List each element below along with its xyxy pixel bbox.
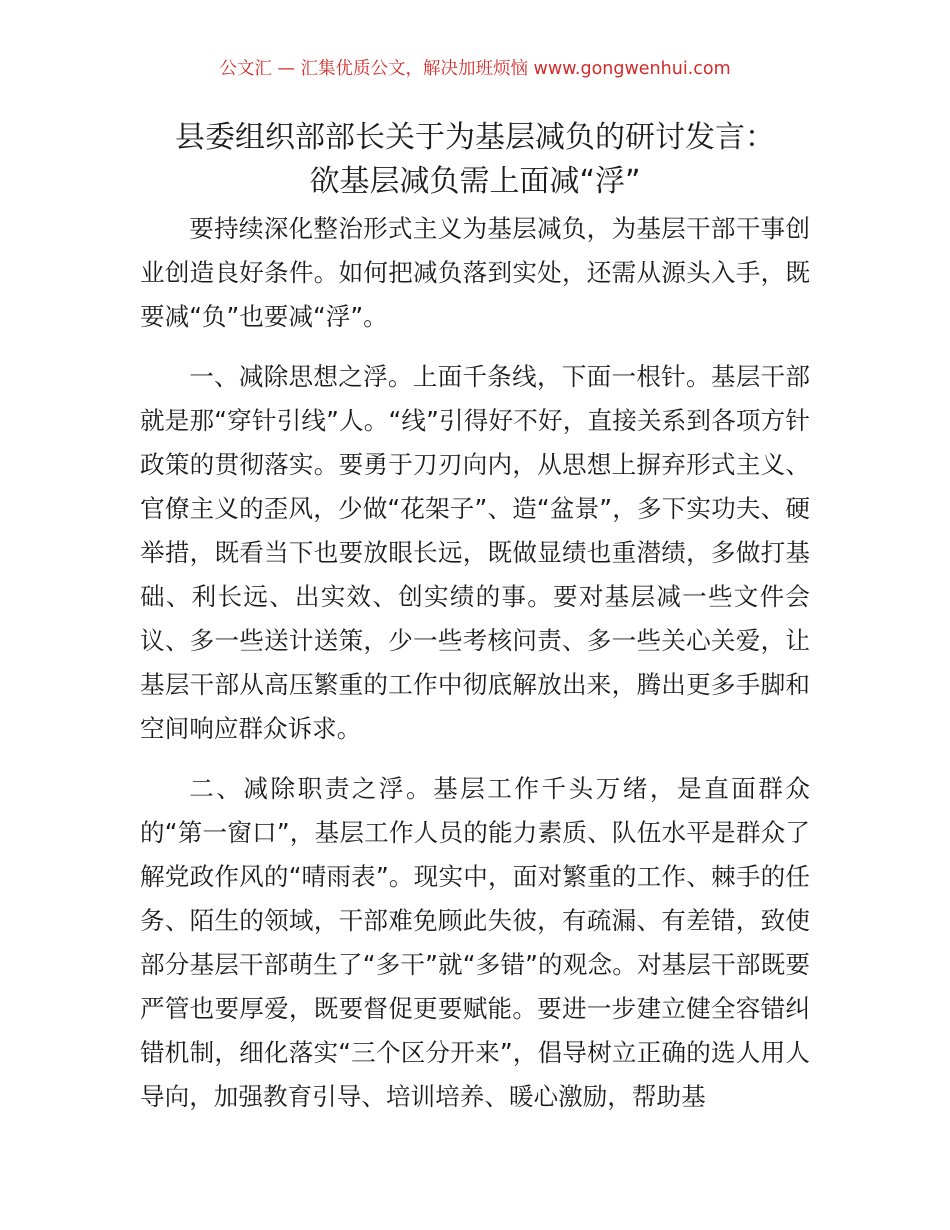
document-body [140, 207, 810, 1135]
paragraph-intro: 要持续深化整治形式主义为基层减负，为基层干部干事创业创造良好条件。如何把减负落到实处，还需从源头入手，既要减“负”也要减“浮”。 [140, 214, 810, 331]
header-banner: 公文汇 — 汇集优质公文，解决加班烦恼 www.gongwenhui.com [219, 59, 731, 79]
paragraph-section-2: 二、减除职责之浮。基层工作千头万绪，是直面群众的“第一窗口”，基层工作人员的能力素质、队伍水平是群众了解党政作风的“晴雨表”。现实中，面对繁重的工作、棘手的任务、陌生的领域，干部难免顾此失彼，有疏漏、有差错，致使部分基层干部萌生了“多干”就“多错”的观念。对基层干部既要严管也要厚爱，既要督促更要赋能。要进一步建立健全容错纠错机制，细化落实“三个区分开来”，倡导树立正确的选人用人导向，加强教育引导、培训培养、暖心激励，帮助基 [140, 774, 810, 1111]
title-line-1: 县委组织部部长关于为基层减负的研讨发言： [175, 120, 775, 155]
paragraph-section-1: 一、减除思想之浮。上面千条线，下面一根针。基层干部就是那“穿针引线”人。“线”引得好不好，直接关系到各项方针政策的贯彻落实。要勇于刀刃向内，从思想上摒弃形式主义、官僚主义的歪风，少做“花架子”、造“盆景”，多下实功夫、硬举措，既看当下也要放眼长远，既做显绩也重潜绩，多做打基础、利长远、出实效、创实绩的事。要对基层减一些文件会议、多一些送计送策，少一些考核问责、多一些关心关爱，让基层干部从高压繁重的工作中彻底解放出来，腾出更多手脚和空间响应群众诉求。 [140, 362, 810, 743]
title-line-2: 欲基层减负需上面减“浮” [309, 164, 641, 199]
document-title [0, 116, 950, 204]
